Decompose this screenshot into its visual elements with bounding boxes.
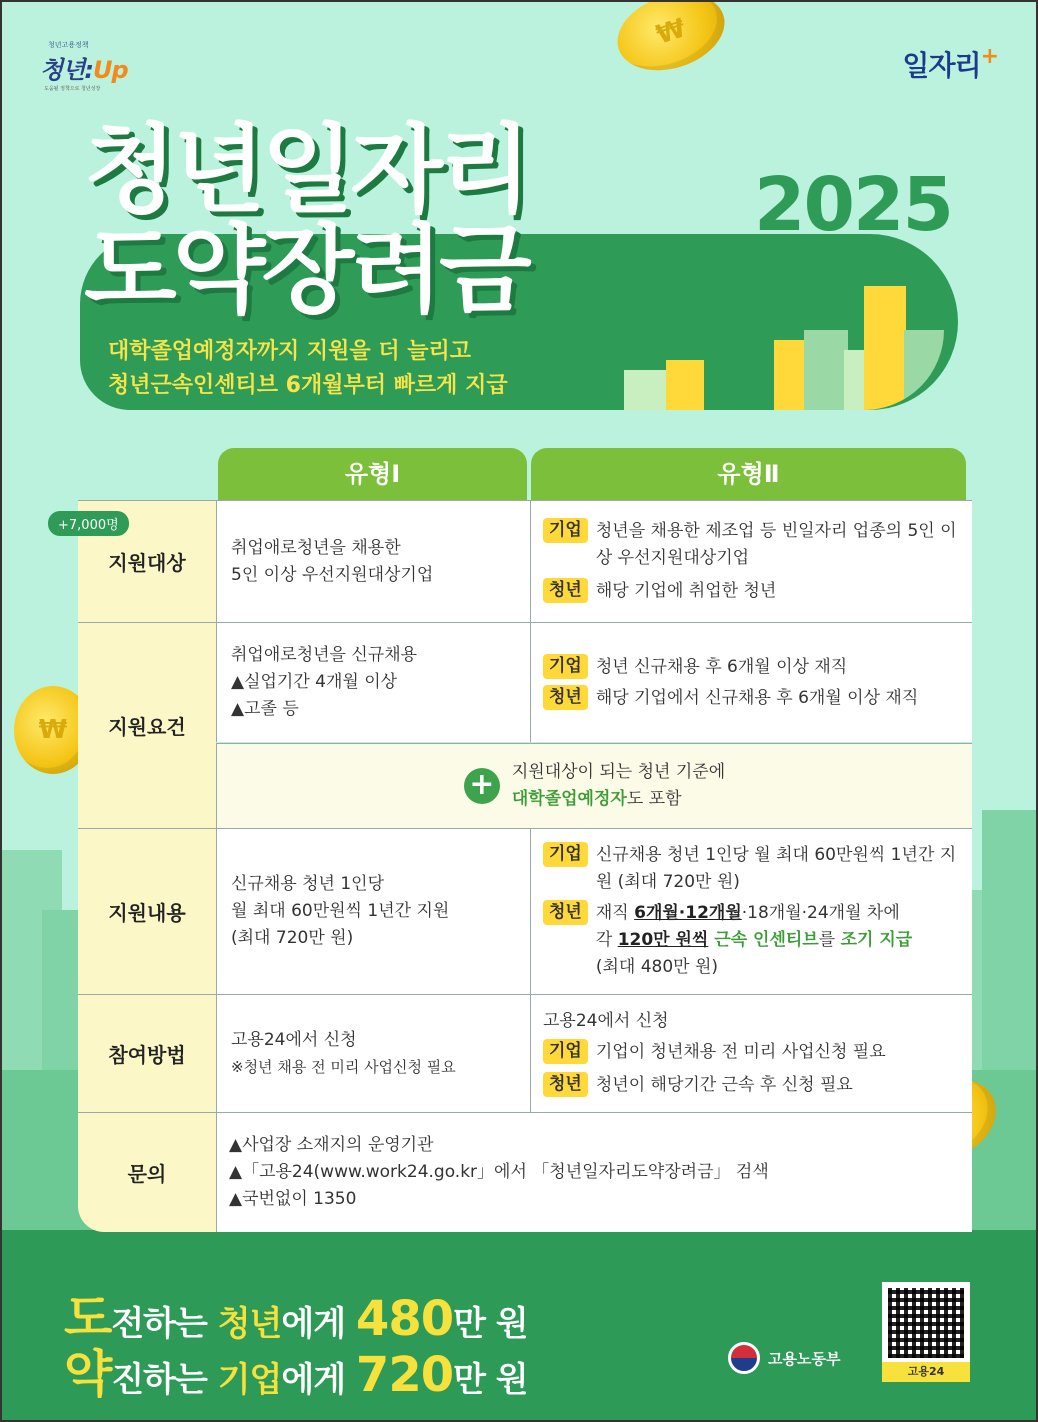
plus-icon: + <box>464 768 500 804</box>
title-line-2: 도약장려금 <box>84 214 528 326</box>
row-requirement <box>78 622 972 828</box>
title-line-1: 청년일자리 <box>84 114 528 226</box>
coin-icon: ₩ <box>14 686 92 774</box>
slogan-line-1: 도전하는 청년에게 480만 원 <box>64 1289 528 1347</box>
inquiry-cell: ▲사업장 소재지의 운영기관 ▲「고용24(www.work24.go.kr」에서 「청년일자리도약장려금」 검색 ▲국번없이 1350 <box>216 1113 972 1232</box>
subtitle-line-2: 청년근속인센티브 6개월부터 빠르게 지급 <box>108 373 508 398</box>
row-label: 지원대상 <box>78 501 216 622</box>
row-label: 문의 <box>78 1113 216 1232</box>
type1-cell: 취업애로청년을 신규채용 ▲실업기간 4개월 이상 ▲고졸 등 <box>216 623 530 742</box>
row-content <box>78 828 972 994</box>
extra-criteria: + 지원대상이 되는 청년 기준에 대학졸업예정자도 포함 <box>216 743 972 828</box>
header-type-1: 유형Ⅰ <box>218 448 527 500</box>
type2-cell: 기업 청년 신규채용 후 6개월 이상 재직 청년 해당 기업에서 신규채용 후 6개월 이상 재직 <box>530 623 972 742</box>
increase-badge: +7,000명 <box>48 511 129 536</box>
jobs-plus-logo: 일자리+ <box>902 44 998 82</box>
subtitle-line-1: 대학졸업예정자까지 지원을 더 늘리고 <box>108 339 472 364</box>
company-tag: 기업 <box>543 518 588 543</box>
row-label: 지원내용 <box>78 829 216 994</box>
row-method <box>78 994 972 1112</box>
youth-tag: 청년 <box>543 685 588 710</box>
coin-icon: ₩ <box>608 0 735 83</box>
slogan-line-2: 약진하는 기업에게 720만 원 <box>64 1345 528 1403</box>
youth-tag: 청년 <box>543 578 588 603</box>
year: 2025 <box>754 162 952 248</box>
type2-cell: 기업 신규채용 청년 1인당 월 최대 60만원씩 1년간 지원 (최대 720만 원) 청년 재직 6개월·12개월·18개월·24개월 차에 각 120만 원씩 근속 인센티브를 조기 지급 (최대 480만 원) <box>530 829 972 994</box>
header-type-2: 유형Ⅱ <box>531 448 966 500</box>
company-tag: 기업 <box>543 842 588 867</box>
company-tag: 기업 <box>543 1039 588 1064</box>
youth-up-logo: 청년고용정책 청년:Up 도움될 정책으로 청년성장 <box>40 41 128 92</box>
company-tag: 기업 <box>543 654 588 679</box>
qr-code[interactable]: 고용24 <box>882 1282 970 1382</box>
type1-cell: 고용24에서 신청 ※청년 채용 전 미리 사업신청 필요 <box>216 995 530 1112</box>
type1-cell: 취업애로청년을 채용한 5인 이상 우선지원대상기업 <box>216 501 530 622</box>
youth-tag: 청년 <box>543 1072 588 1097</box>
qr-icon <box>888 1288 964 1358</box>
hero-buildings <box>624 282 944 410</box>
type2-cell: 기업 청년을 채용한 제조업 등 빈일자리 업종의 5인 이상 우선지원대상기업 청년 해당 기업에 취업한 청년 <box>530 501 972 622</box>
row-label: 지원요건 <box>78 623 216 828</box>
row-inquiry <box>78 1112 972 1232</box>
taegeuk-icon <box>728 1342 760 1374</box>
row-label: 참여방법 <box>78 995 216 1112</box>
youth-tag: 청년 <box>543 900 588 925</box>
type2-cell: 고용24에서 신청 기업 기업이 청년채용 전 미리 사업신청 필요 청년 청년이 해당기간 근속 후 신청 필요 <box>530 995 972 1112</box>
row-target <box>58 500 972 622</box>
ministry-logo: 고용노동부 <box>728 1342 840 1374</box>
type1-cell: 신규채용 청년 1인당 월 최대 60만원씩 1년간 지원 (최대 720만 원) <box>216 829 530 994</box>
